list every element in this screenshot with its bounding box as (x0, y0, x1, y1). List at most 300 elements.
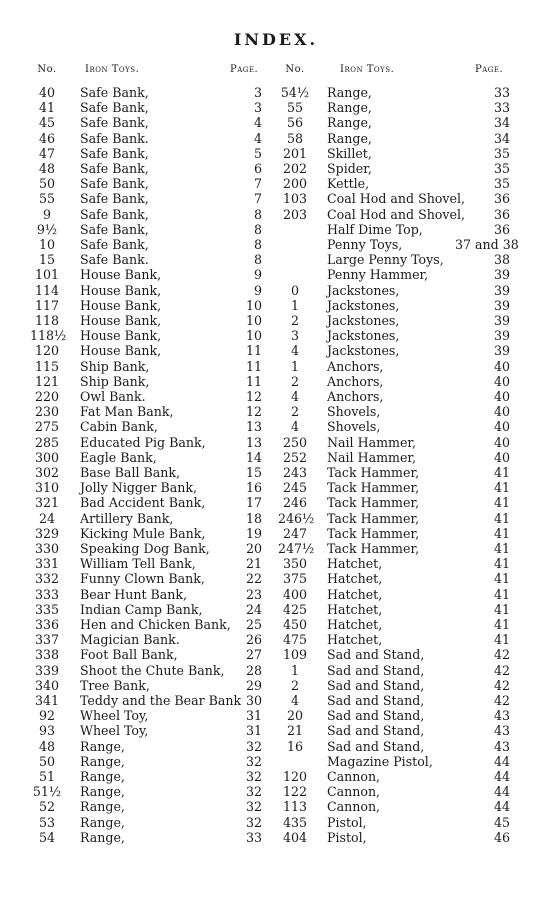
item-name: Safe Bank, (80, 176, 149, 192)
item-number: 203 (282, 206, 308, 222)
item-number: 475 (282, 632, 308, 648)
item-number: 120 (34, 343, 60, 359)
page-number: 38 (493, 252, 510, 268)
right-no-header: No. (285, 64, 305, 75)
page-number: 7 (253, 176, 262, 192)
item-number: 250 (282, 434, 308, 450)
page-number: 43 (493, 738, 510, 754)
item-name: Nail Hammer, (327, 434, 417, 450)
page-number: 26 (245, 632, 262, 648)
item-name: Jolly Nigger Bank, (80, 480, 197, 496)
page-number: 34 (493, 115, 510, 131)
item-name: Range, (327, 100, 372, 116)
page-number: 36 (493, 191, 510, 207)
item-number: 246 (282, 495, 308, 511)
item-name: Educated Pig Bank, (80, 434, 206, 450)
page-number: 40 (493, 419, 510, 435)
item-number: 50 (38, 753, 56, 769)
page-number: 32 (245, 814, 262, 830)
item-name: Cabin Bank, (80, 419, 158, 435)
right-index-row (0, 541, 552, 556)
item-name: Pistol, (327, 829, 367, 845)
item-name: Safe Bank. (80, 130, 149, 146)
item-name: Safe Bank, (80, 100, 149, 116)
item-number: 15 (38, 252, 56, 268)
item-number: 243 (282, 465, 308, 480)
right-index-row (0, 723, 552, 738)
page-number: 10 (245, 297, 262, 313)
right-index-row (0, 693, 552, 708)
right-index-row (0, 191, 552, 206)
page-number: 30 (245, 693, 262, 708)
item-number: 285 (34, 434, 60, 450)
item-name: Wheel Toy, (80, 723, 149, 739)
item-name: Base Ball Bank, (80, 465, 181, 480)
page-number: 44 (493, 799, 510, 815)
item-number: 332 (34, 571, 60, 587)
page-number: 41 (493, 541, 510, 556)
page-number: 43 (493, 723, 510, 739)
page-number: 10 (245, 328, 262, 344)
page-number: 33 (245, 829, 262, 845)
page-number: 32 (245, 784, 262, 800)
right-index-row (0, 617, 552, 632)
item-number: 51 (38, 769, 56, 784)
item-number: 55 (38, 191, 56, 207)
page-number: 43 (493, 708, 510, 724)
item-name: House Bank, (80, 343, 162, 359)
item-name: Safe Bank, (80, 191, 149, 207)
item-name: Safe Bank, (80, 221, 149, 237)
item-name: Wheel Toy, (80, 708, 149, 724)
item-number: 200 (282, 176, 308, 192)
page-number: 11 (245, 373, 262, 389)
right-index-row (0, 146, 552, 161)
page-number: 39 (493, 313, 510, 328)
item-number: 54½ (280, 85, 310, 100)
right-index-row (0, 343, 552, 358)
right-index-row (0, 769, 552, 784)
item-name: Fat Man Bank, (80, 404, 174, 420)
page-number: 35 (493, 176, 510, 192)
page-number: 9 (253, 267, 262, 283)
item-number: 51½ (32, 784, 62, 800)
page-number: 41 (493, 465, 510, 480)
page-number: 42 (493, 693, 510, 708)
right-item-header: Iron Toys. (340, 64, 395, 75)
item-number: 2 (290, 404, 299, 420)
page-number: 41 (493, 480, 510, 496)
item-number: 246½ (278, 510, 315, 526)
page-number: 33 (493, 100, 510, 116)
item-name: Range, (80, 784, 125, 800)
page-number: 12 (245, 389, 262, 404)
item-name: Penny Hammer, (327, 267, 429, 283)
page-number: 13 (245, 434, 262, 450)
item-number: 48 (38, 161, 56, 176)
item-name: Range, (80, 799, 125, 815)
item-number: 10 (38, 237, 56, 252)
item-name: Half Dime Top, (327, 221, 423, 237)
page-number: 39 (493, 267, 510, 283)
item-number: 24 (38, 510, 56, 526)
page-number: 41 (493, 586, 510, 602)
item-number: 2 (290, 373, 299, 389)
item-name: Coal Hod and Shovel, (327, 206, 465, 222)
right-index-row (0, 298, 552, 313)
page-number: 29 (245, 677, 262, 693)
page-number: 11 (245, 343, 262, 359)
page-number: 25 (245, 617, 262, 632)
page-number: 39 (493, 343, 510, 359)
item-name: Safe Bank, (80, 115, 149, 131)
left-item-header: Iron Toys. (85, 64, 140, 75)
item-number: 375 (282, 571, 308, 587)
right-index-row (0, 359, 552, 374)
page-number: 24 (245, 601, 262, 617)
page-number: 33 (493, 85, 510, 100)
page-number: 12 (245, 404, 262, 420)
item-name: Jackstones, (327, 282, 400, 298)
item-number: 331 (34, 556, 60, 572)
item-number: 425 (282, 601, 308, 617)
item-number: 118½ (30, 328, 67, 344)
item-number: 247 (282, 525, 308, 541)
item-number: 338 (34, 647, 60, 663)
item-name: Range, (80, 738, 125, 754)
right-index-row (0, 222, 552, 237)
right-index-row (0, 115, 552, 130)
page-number: 35 (493, 145, 510, 161)
item-name: Hatchet, (327, 556, 383, 572)
item-name: Tack Hammer, (327, 525, 420, 541)
page-number: 41 (493, 571, 510, 587)
page-number: 42 (493, 647, 510, 663)
page-number: 41 (493, 617, 510, 632)
right-index-row (0, 374, 552, 389)
page-number: 46 (493, 829, 510, 845)
page-number: 13 (245, 419, 262, 435)
item-name: Safe Bank, (80, 145, 149, 161)
item-number: 113 (282, 799, 308, 815)
item-number: 45 (38, 115, 56, 131)
item-number: 335 (34, 601, 60, 617)
item-number: 46 (38, 130, 56, 146)
page-number: 15 (245, 465, 262, 480)
item-name: Shoot the Chute Bank, (80, 662, 225, 678)
item-name: Range, (80, 814, 125, 830)
item-number: 4 (290, 343, 299, 359)
item-name: House Bank, (80, 282, 162, 298)
page-title: INDEX. (233, 30, 319, 49)
item-name: Ship Bank, (80, 373, 150, 389)
item-name: Hatchet, (327, 617, 383, 632)
page-number: 6 (253, 161, 262, 176)
right-index-row (0, 587, 552, 602)
right-index-row (0, 100, 552, 115)
item-name: Anchors, (327, 373, 384, 389)
page-number: 40 (493, 373, 510, 389)
page-number: 3 (253, 85, 262, 100)
item-number: 20 (286, 708, 304, 724)
item-name: Sad and Stand, (327, 677, 425, 693)
item-number: 117 (34, 297, 60, 313)
item-number: 115 (34, 358, 60, 374)
right-index-row (0, 602, 552, 617)
page-number: 41 (493, 525, 510, 541)
item-number: 118 (34, 313, 60, 328)
item-number: 109 (282, 647, 308, 663)
page-number: 21 (245, 556, 262, 572)
right-index-row (0, 495, 552, 510)
page-number: 27 (245, 647, 262, 663)
item-name: Tack Hammer, (327, 480, 420, 496)
page-number: 36 (493, 206, 510, 222)
page-number: 35 (493, 161, 510, 176)
right-index-row (0, 511, 552, 526)
page-number: 40 (493, 404, 510, 420)
item-name: Kettle, (327, 176, 370, 192)
right-index-row (0, 480, 552, 495)
item-name: Eagle Bank, (80, 449, 157, 465)
page-number: 31 (245, 708, 262, 724)
item-name: Pistol, (327, 814, 367, 830)
item-number: 16 (286, 738, 304, 754)
item-name: Teddy and the Bear Bank (80, 693, 242, 708)
page-number: 8 (253, 252, 262, 268)
item-number: 336 (34, 617, 60, 632)
right-index-row (0, 663, 552, 678)
item-name: Hatchet, (327, 601, 383, 617)
item-name: Range, (327, 85, 372, 100)
item-number: 0 (290, 282, 299, 298)
item-name: Cannon, (327, 799, 381, 815)
left-no-header: No. (37, 64, 57, 75)
item-name: Sad and Stand, (327, 723, 425, 739)
page-number: 11 (245, 358, 262, 374)
item-name: Hatchet, (327, 586, 383, 602)
page-number: 14 (245, 449, 262, 465)
page-number: 40 (493, 449, 510, 465)
right-index-row (0, 678, 552, 693)
right-index-row (0, 526, 552, 541)
right-index-row (0, 404, 552, 419)
item-name: Owl Bank. (80, 389, 146, 404)
item-number: 450 (282, 617, 308, 632)
item-number: 4 (290, 389, 299, 404)
page-number: 23 (245, 586, 262, 602)
right-index-row (0, 830, 552, 845)
item-name: Tack Hammer, (327, 465, 420, 480)
page-number: 32 (245, 753, 262, 769)
page-number: 9 (253, 282, 262, 298)
item-number: 93 (38, 723, 56, 739)
item-name: Range, (80, 829, 125, 845)
right-index-row (0, 815, 552, 830)
item-number: 54 (38, 829, 56, 845)
page-number: 40 (493, 389, 510, 404)
page-number: 42 (493, 662, 510, 678)
item-number: 404 (282, 829, 308, 845)
item-name: Hatchet, (327, 632, 383, 648)
right-index-row (0, 419, 552, 434)
item-name: Magician Bank. (80, 632, 180, 648)
item-name: Safe Bank, (80, 85, 149, 100)
item-name: Bear Hunt Bank, (80, 586, 188, 602)
page-number: 4 (253, 115, 262, 131)
item-name: Range, (327, 115, 372, 131)
item-name: Sad and Stand, (327, 693, 425, 708)
item-number: 2 (290, 313, 299, 328)
item-number: 247½ (278, 541, 315, 556)
item-number: 120 (282, 769, 308, 784)
right-index-row (0, 131, 552, 146)
right-index-row (0, 85, 552, 100)
item-number: 302 (34, 465, 60, 480)
item-name: Sad and Stand, (327, 662, 425, 678)
item-name: Coal Hod and Shovel, (327, 191, 465, 207)
item-name: Bad Accident Bank, (80, 495, 206, 511)
item-number: 52 (38, 799, 56, 815)
page-number: 18 (245, 510, 262, 526)
item-name: Tack Hammer, (327, 510, 420, 526)
item-number: 329 (34, 525, 60, 541)
item-number: 114 (34, 282, 60, 298)
item-name: Sad and Stand, (327, 738, 425, 754)
item-number: 340 (34, 677, 60, 693)
item-name: Magazine Pistol, (327, 753, 433, 769)
item-name: Shovels, (327, 419, 381, 435)
right-index-row (0, 450, 552, 465)
page-number: 32 (245, 738, 262, 754)
page-number: 10 (245, 313, 262, 328)
item-number: 122 (282, 784, 308, 800)
right-index-row (0, 252, 552, 267)
item-number: 47 (38, 145, 56, 161)
item-number: 1 (290, 662, 299, 678)
item-number: 310 (34, 480, 60, 496)
item-number: 48 (38, 738, 56, 754)
item-number: 58 (286, 130, 304, 146)
right-page-header: Page. (475, 64, 504, 75)
page-number: 36 (493, 221, 510, 237)
right-index-row (0, 708, 552, 723)
item-number: 121 (34, 373, 60, 389)
item-name: Hen and Chicken Bank, (80, 617, 231, 632)
item-name: House Bank, (80, 313, 162, 328)
item-name: House Bank, (80, 297, 162, 313)
item-name: Tack Hammer, (327, 495, 420, 511)
item-name: Speaking Dog Bank, (80, 541, 210, 556)
page-number: 40 (493, 434, 510, 450)
right-index-row (0, 328, 552, 343)
page-number: 41 (493, 632, 510, 648)
item-number: 321 (34, 495, 60, 511)
page-number: 22 (245, 571, 262, 587)
right-index-row (0, 571, 552, 586)
item-number: 53 (38, 814, 56, 830)
item-name: House Bank, (80, 267, 162, 283)
item-number: 337 (34, 632, 60, 648)
item-name: Cannon, (327, 784, 381, 800)
item-number: 101 (34, 267, 60, 283)
right-index-row (0, 176, 552, 191)
item-name: Range, (327, 130, 372, 146)
item-number: 3 (290, 328, 299, 344)
page-number: 44 (493, 769, 510, 784)
item-number: 50 (38, 176, 56, 192)
right-index-row (0, 207, 552, 222)
right-index-row (0, 435, 552, 450)
page-number: 39 (493, 282, 510, 298)
right-index-row (0, 632, 552, 647)
page-number: 32 (245, 769, 262, 784)
item-name: Sad and Stand, (327, 708, 425, 724)
item-number: 245 (282, 480, 308, 496)
right-index-row (0, 283, 552, 298)
item-name: Range, (80, 753, 125, 769)
item-number: 92 (38, 708, 56, 724)
item-number: 230 (34, 404, 60, 420)
page-number: 37 and 38 (455, 237, 519, 252)
item-number: 339 (34, 662, 60, 678)
page-number: 5 (253, 145, 262, 161)
item-number: 435 (282, 814, 308, 830)
item-name: Ship Bank, (80, 358, 150, 374)
page-number: 20 (245, 541, 262, 556)
item-name: Sad and Stand, (327, 647, 425, 663)
item-name: Anchors, (327, 358, 384, 374)
item-name: Artillery Bank, (80, 510, 174, 526)
page-number: 28 (245, 662, 262, 678)
item-name: Safe Bank, (80, 237, 149, 252)
item-name: Shovels, (327, 404, 381, 420)
page-number: 39 (493, 328, 510, 344)
item-number: 1 (290, 358, 299, 374)
item-name: House Bank, (80, 328, 162, 344)
item-name: Tack Hammer, (327, 541, 420, 556)
item-number: 220 (34, 389, 60, 404)
item-name: Cannon, (327, 769, 381, 784)
page-number: 16 (245, 480, 262, 496)
right-index-row (0, 754, 552, 769)
right-index-row (0, 313, 552, 328)
right-index-row (0, 465, 552, 480)
page-number: 8 (253, 206, 262, 222)
item-number: 275 (34, 419, 60, 435)
right-index-row (0, 389, 552, 404)
item-name: Safe Bank, (80, 206, 149, 222)
page-number: 17 (245, 495, 262, 511)
item-name: Foot Ball Bank, (80, 647, 178, 663)
page-number: 44 (493, 784, 510, 800)
item-name: Indian Camp Bank, (80, 601, 203, 617)
item-number: 202 (282, 161, 308, 176)
right-index-row (0, 237, 552, 252)
page-number: 40 (493, 358, 510, 374)
item-number: 40 (38, 85, 56, 100)
page-number: 4 (253, 130, 262, 146)
item-name: Hatchet, (327, 571, 383, 587)
item-name: Jackstones, (327, 343, 400, 359)
item-name: Funny Clown Bank, (80, 571, 205, 587)
item-number: 9 (42, 206, 51, 222)
page-number: 7 (253, 191, 262, 207)
right-index-row (0, 784, 552, 799)
item-number: 4 (290, 419, 299, 435)
page-number: 41 (493, 495, 510, 511)
item-name: Anchors, (327, 389, 384, 404)
